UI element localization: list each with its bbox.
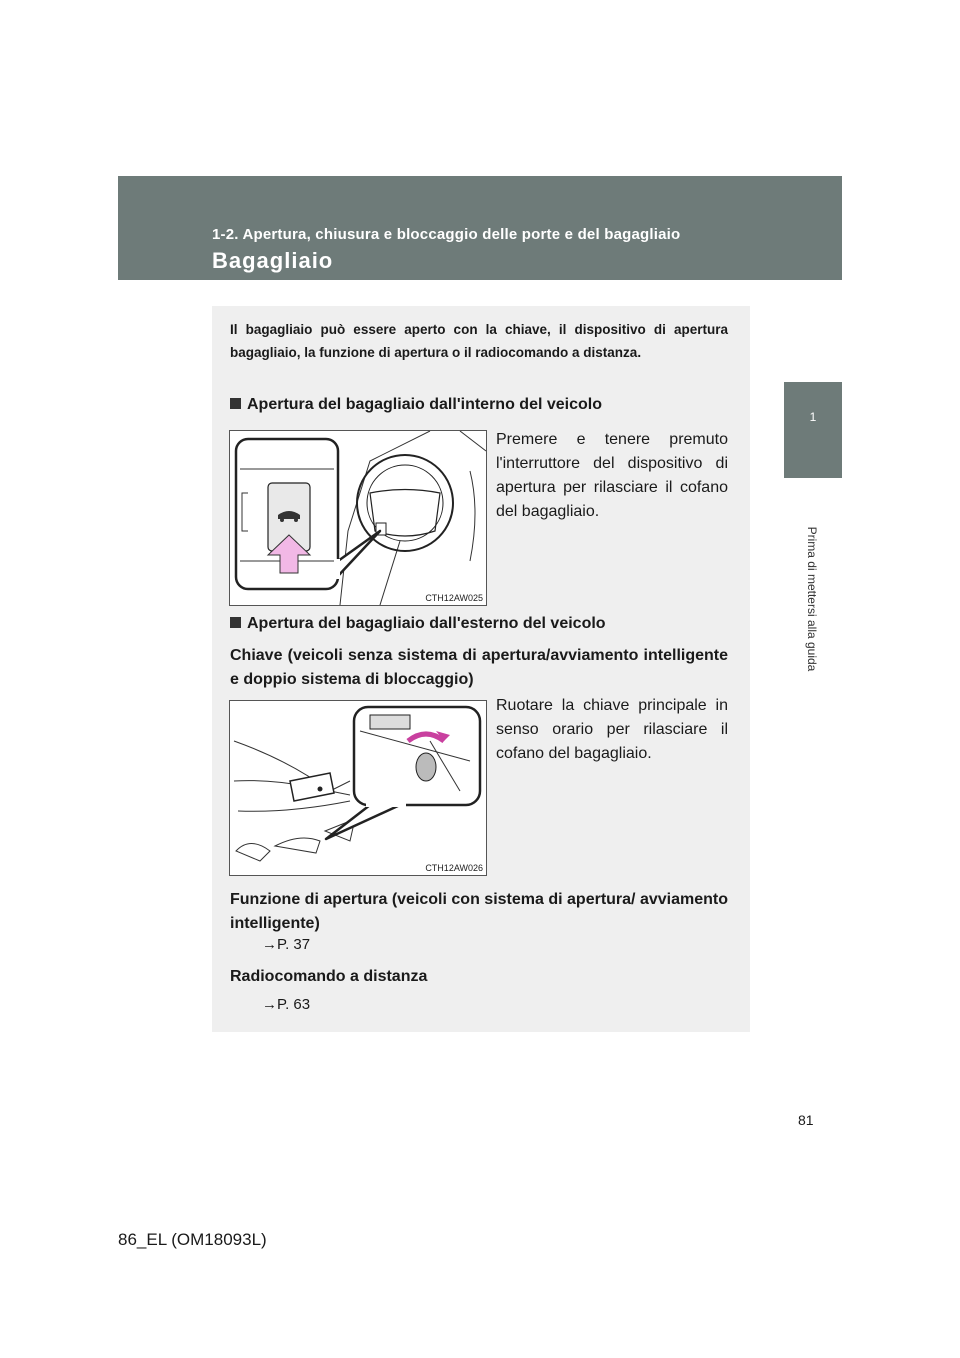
- section1-heading-text: Apertura del bagagliaio dall'interno del veicolo: [247, 396, 602, 413]
- page-number: 81: [798, 1112, 814, 1128]
- key-text: Ruotare la chiave principale in senso orario per rilasciare il cofano del bagagliaio.: [496, 697, 728, 762]
- intro-text: Il bagagliaio può essere aperto con la chiave, il dispositivo di apertura bagagliaio, la funzione di apertura o il radiocomando a distanza.: [230, 322, 728, 360]
- section2-heading-text: Apertura del bagagliaio dall'esterno del veicolo: [247, 615, 606, 632]
- remote-subheading: Radiocomando a distanza: [230, 968, 428, 985]
- chapter-number: 1: [809, 410, 817, 424]
- chapter-tab[interactable]: [784, 382, 842, 478]
- section2-heading: [230, 615, 606, 633]
- function-subheading: Funzione di apertura (veicoli con sistema di apertura/ avviamento intelligente): [230, 891, 728, 932]
- square-bullet-icon: [230, 617, 241, 628]
- figure-key-opening: [229, 700, 487, 876]
- figure-interior-opener: [229, 430, 487, 606]
- figure-code: CTH12AW025: [425, 593, 483, 603]
- footer-code: 86_EL (OM18093L): [118, 1230, 267, 1249]
- chapter-label-wrap: [805, 526, 819, 672]
- square-bullet-icon: [230, 398, 241, 409]
- trunk-key-illustration: [230, 701, 486, 875]
- section1-text: Premere e tenere premuto l'interruttore del dispositivo di apertura per rilasciare il cofano del bagagliaio.: [496, 431, 728, 520]
- key-subheading: Chiave (veicoli senza sistema di apertura/avviamento intelligente e doppio sistema di bloccaggio): [230, 647, 728, 688]
- function-ref-link[interactable]: →P. 37: [262, 936, 311, 953]
- chapter-label: Prima di mettersi alla guida: [805, 526, 819, 672]
- section1-heading: [230, 396, 602, 414]
- page-title: Bagagliaio: [212, 248, 334, 273]
- figure-code: CTH12AW026: [425, 863, 483, 873]
- steering-wheel-illustration: [230, 431, 486, 605]
- section-title: 1-2. Apertura, chiusura e bloccaggio delle porte e del bagagliaio: [212, 226, 681, 243]
- remote-ref-link[interactable]: →P. 63: [262, 996, 311, 1013]
